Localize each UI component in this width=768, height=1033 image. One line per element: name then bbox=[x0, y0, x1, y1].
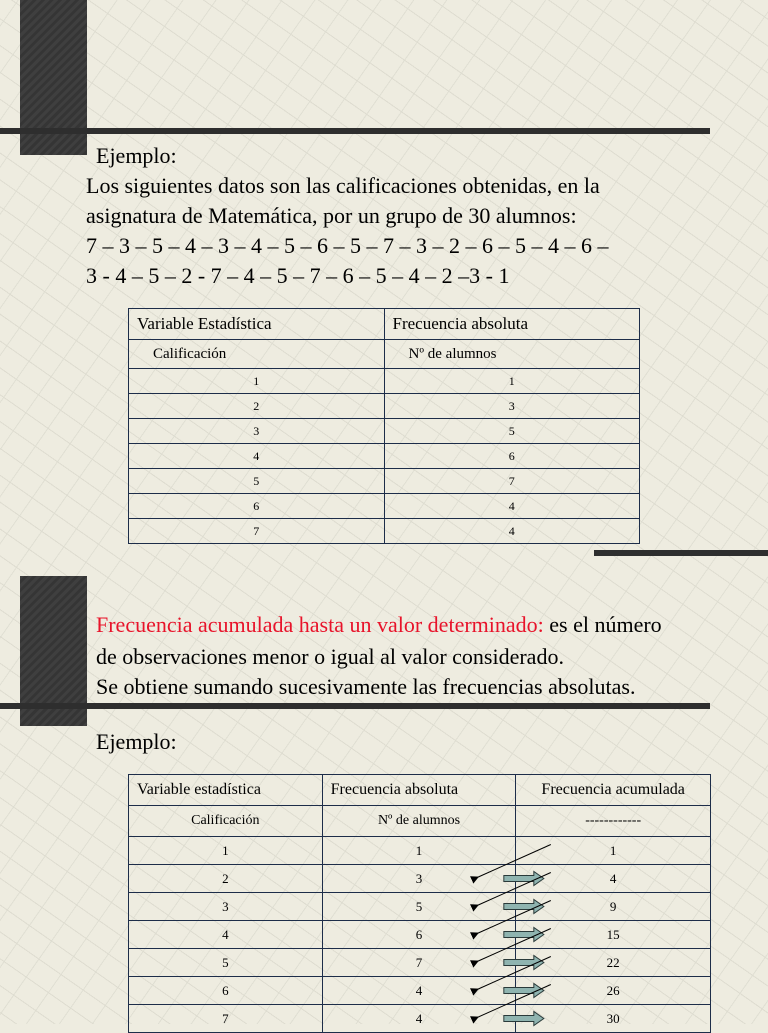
definition-term: Frecuencia acumulada hasta un valor determinado: bbox=[96, 612, 544, 637]
table-row bbox=[129, 444, 640, 469]
table-cell: 6 bbox=[384, 444, 639, 469]
table-cell: 5 bbox=[384, 419, 639, 444]
table-cell: 7 bbox=[129, 1005, 323, 1033]
table-cell: 3 bbox=[384, 394, 639, 419]
table-cell: 2 bbox=[129, 865, 323, 893]
paragraph-line: asignatura de Matemática, por un grupo de 30 alumnos: bbox=[86, 203, 577, 228]
table-cell: 6 bbox=[129, 977, 323, 1005]
table-cell: 3 bbox=[129, 419, 385, 444]
definition-line: de observaciones menor o igual al valor considerado. bbox=[96, 644, 564, 669]
data-series-line: 7 – 3 – 5 – 4 – 3 – 4 – 5 – 6 – 5 – 7 – 3 – 2 – 6 – 5 – 4 – 6 – bbox=[86, 233, 609, 258]
frequency-table bbox=[128, 308, 640, 544]
table-cell: 7 bbox=[384, 469, 639, 494]
table-cell: 22 bbox=[516, 949, 711, 977]
table-cell: 5 bbox=[129, 469, 385, 494]
table-subheader: ------------ bbox=[516, 806, 711, 837]
definition-line: Se obtiene sumando sucesivamente las frecuencias absolutas. bbox=[96, 674, 636, 699]
table-header: Frecuencia absoluta bbox=[322, 775, 516, 806]
definition-text: es el número bbox=[543, 612, 662, 637]
table-cell: 1 bbox=[384, 369, 639, 394]
slide-2 bbox=[0, 512, 768, 1024]
table-cell: 4 bbox=[384, 494, 639, 519]
table-cell: 4 bbox=[129, 444, 385, 469]
table-cell: 5 bbox=[322, 893, 516, 921]
table-cell: 26 bbox=[516, 977, 711, 1005]
table-cell: 1 bbox=[129, 837, 323, 865]
table-cell: 4 bbox=[384, 519, 639, 544]
table-cell: 1 bbox=[322, 837, 516, 865]
table-cell: 5 bbox=[129, 949, 323, 977]
table-header: Frecuencia acumulada bbox=[516, 775, 711, 806]
table-row bbox=[129, 419, 640, 444]
table-cell: 1 bbox=[516, 837, 711, 865]
table-cell: 15 bbox=[516, 921, 711, 949]
table-cell: 4 bbox=[322, 1005, 516, 1033]
example-label: Ejemplo: bbox=[96, 143, 177, 168]
table-header: Frecuencia absoluta bbox=[384, 309, 639, 340]
table-cell: 6 bbox=[322, 921, 516, 949]
table-cell: 1 bbox=[129, 369, 385, 394]
decorative-rule bbox=[0, 128, 710, 134]
table-header: Variable Estadística bbox=[129, 309, 385, 340]
diagonal-arrow bbox=[477, 845, 551, 878]
table-cell: 6 bbox=[129, 494, 385, 519]
table-cell: 9 bbox=[516, 893, 711, 921]
example-label: Ejemplo: bbox=[96, 729, 177, 754]
table-subheader: Calificación bbox=[129, 806, 323, 837]
table-subheader: Nº de alumnos bbox=[322, 806, 516, 837]
table-subheader: Calificación bbox=[129, 340, 385, 369]
block-arrow bbox=[504, 1012, 544, 1026]
table-cell: 3 bbox=[129, 893, 323, 921]
table-cell: 4 bbox=[129, 921, 323, 949]
table-cell: 7 bbox=[322, 949, 516, 977]
table-cell: 3 bbox=[322, 865, 516, 893]
data-series-line: 3 - 4 – 5 – 2 - 7 – 4 – 5 – 7 – 6 – 5 – 4 – 2 –3 - 1 bbox=[86, 263, 510, 288]
table-cell: 4 bbox=[322, 977, 516, 1005]
paragraph-line: Los siguientes datos son las calificaciones obtenidas, en la bbox=[86, 173, 600, 198]
table-row bbox=[129, 394, 640, 419]
table-cell: 4 bbox=[516, 865, 711, 893]
table-cell: 7 bbox=[129, 519, 385, 544]
table-cell: 30 bbox=[516, 1005, 711, 1033]
table-subheader: Nº de alumnos bbox=[384, 340, 639, 369]
table-row bbox=[129, 469, 640, 494]
table-cell: 2 bbox=[129, 394, 385, 419]
table-row bbox=[129, 369, 640, 394]
table-header: Variable estadística bbox=[129, 775, 323, 806]
accumulation-arrows-overlay bbox=[0, 512, 768, 1024]
